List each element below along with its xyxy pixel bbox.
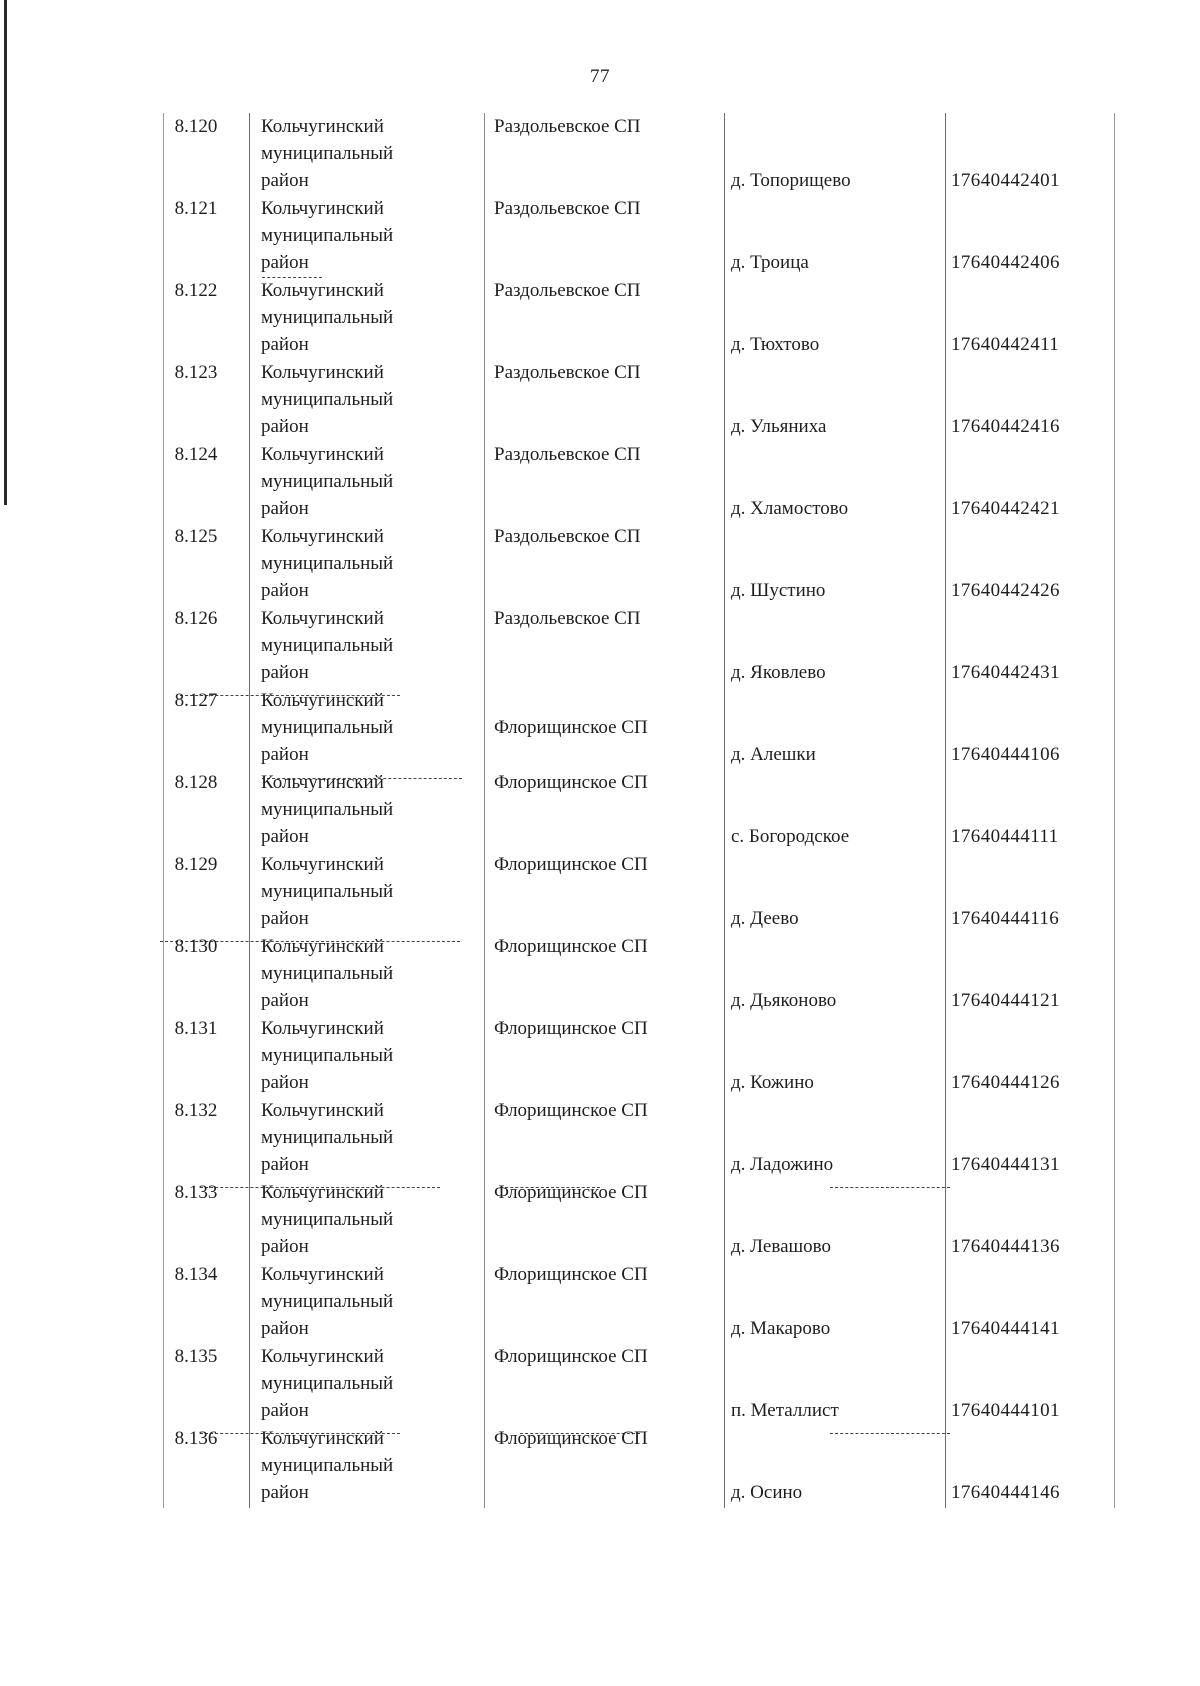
oktmo-code-cell: 17640444131 — [951, 1154, 1060, 1175]
district-line: муниципальный — [261, 635, 394, 656]
settlement-cell: Раздольевское СП — [494, 116, 641, 137]
oktmo-code-cell: 17640444111 — [951, 826, 1059, 847]
settlements-table — [160, 113, 1118, 1507]
district-line: Кольчугинский — [261, 526, 384, 547]
district-line: Кольчугинский — [261, 772, 384, 793]
locality-cell: д. Хламостово — [731, 498, 849, 519]
district-line: муниципальный — [261, 1373, 394, 1394]
oktmo-code-cell: 17640442431 — [951, 662, 1060, 683]
district-cell — [261, 359, 471, 440]
locality-cell: д. Ульяниха — [731, 416, 827, 437]
district-line: Кольчугинский — [261, 608, 384, 629]
oktmo-code-cell: 17640442406 — [951, 252, 1060, 273]
locality-cell: д. Ладожино — [731, 1154, 834, 1175]
table-row — [160, 113, 1118, 195]
district-line: Кольчугинский — [261, 1264, 384, 1285]
locality-cell: д. Левашово — [731, 1236, 831, 1257]
district-line: район — [261, 990, 309, 1011]
locality-cell: д. Дьяконово — [731, 990, 837, 1011]
oktmo-code-cell: 17640442416 — [951, 416, 1060, 437]
table-row — [160, 933, 1118, 1015]
row-number: 8.122 — [174, 280, 218, 301]
district-line: район — [261, 1482, 309, 1503]
row-number: 8.124 — [174, 444, 218, 465]
locality-cell: д. Кожино — [731, 1072, 814, 1093]
settlement-cell: Флорищинское СП — [494, 1182, 648, 1203]
district-line: Кольчугинский — [261, 1346, 384, 1367]
row-number: 8.130 — [174, 936, 218, 957]
district-line: Кольчугинский — [261, 690, 384, 711]
table-row — [160, 441, 1118, 523]
table-row — [160, 1261, 1118, 1343]
table-row — [160, 769, 1118, 851]
settlement-cell: Раздольевское СП — [494, 280, 641, 301]
row-number: 8.132 — [174, 1100, 218, 1121]
settlement-cell: Флорищинское СП — [494, 772, 648, 793]
settlement-cell: Флорищинское СП — [494, 936, 648, 957]
district-line: район — [261, 1400, 309, 1421]
locality-cell: д. Шустино — [731, 580, 826, 601]
district-line: муниципальный — [261, 1209, 394, 1230]
table-row — [160, 1097, 1118, 1179]
district-line: район — [261, 826, 309, 847]
district-line: муниципальный — [261, 471, 394, 492]
district-line: район — [261, 1072, 309, 1093]
row-number: 8.134 — [174, 1264, 218, 1285]
district-line: муниципальный — [261, 389, 394, 410]
district-line: Кольчугинский — [261, 116, 384, 137]
locality-cell: д. Макарово — [731, 1318, 831, 1339]
oktmo-code-cell: 17640444106 — [951, 744, 1060, 765]
locality-cell: д. Тюхтово — [731, 334, 820, 355]
row-number: 8.136 — [174, 1428, 218, 1449]
settlement-cell: Флорищинское СП — [494, 1018, 648, 1039]
locality-cell: с. Богородское — [731, 826, 850, 847]
district-line: район — [261, 498, 309, 519]
settlement-cell: Раздольевское СП — [494, 526, 641, 547]
row-number: 8.126 — [174, 608, 218, 629]
district-cell — [261, 687, 471, 768]
row-number: 8.131 — [174, 1018, 218, 1039]
table-row — [160, 687, 1118, 769]
district-line: Кольчугинский — [261, 1182, 384, 1203]
district-line: муниципальный — [261, 143, 394, 164]
district-line: муниципальный — [261, 307, 394, 328]
table-row — [160, 195, 1118, 277]
settlement-cell: Раздольевское СП — [494, 444, 641, 465]
district-line: муниципальный — [261, 1455, 394, 1476]
district-cell — [261, 769, 471, 850]
district-cell — [261, 1097, 471, 1178]
row-number: 8.128 — [174, 772, 218, 793]
district-cell — [261, 523, 471, 604]
district-line: район — [261, 1154, 309, 1175]
settlement-cell: Раздольевское СП — [494, 198, 641, 219]
district-line: Кольчугинский — [261, 280, 384, 301]
oktmo-code-cell: 17640442421 — [951, 498, 1060, 519]
locality-cell: п. Металлист — [731, 1400, 839, 1421]
row-number: 8.120 — [174, 116, 218, 137]
locality-cell: д. Троица — [731, 252, 809, 273]
oktmo-code-cell: 17640444141 — [951, 1318, 1060, 1339]
district-line: Кольчугинский — [261, 198, 384, 219]
row-number: 8.123 — [174, 362, 218, 383]
district-cell — [261, 605, 471, 686]
district-cell — [261, 851, 471, 932]
oktmo-code-cell: 17640444101 — [951, 1400, 1060, 1421]
row-number: 8.135 — [174, 1346, 218, 1367]
locality-cell: д. Алешки — [731, 744, 816, 765]
district-line: Кольчугинский — [261, 444, 384, 465]
table-row — [160, 523, 1118, 605]
district-line: район — [261, 252, 309, 273]
district-line: Кольчугинский — [261, 936, 384, 957]
settlement-cell: Флорищинское СП — [494, 854, 648, 875]
district-line: район — [261, 580, 309, 601]
district-line: Кольчугинский — [261, 854, 384, 875]
district-line: муниципальный — [261, 799, 394, 820]
oktmo-code-cell: 17640442411 — [951, 334, 1060, 355]
settlement-cell: Флорищинское СП — [494, 1264, 648, 1285]
district-line: муниципальный — [261, 225, 394, 246]
oktmo-code-cell: 17640444146 — [951, 1482, 1060, 1503]
district-line: муниципальный — [261, 1045, 394, 1066]
district-line: муниципальный — [261, 1291, 394, 1312]
district-cell — [261, 1179, 471, 1260]
district-line: муниципальный — [261, 881, 394, 902]
settlement-cell: Раздольевское СП — [494, 608, 641, 629]
row-number: 8.121 — [174, 198, 218, 219]
table-row — [160, 277, 1118, 359]
district-line: район — [261, 334, 309, 355]
settlement-cell: Флорищинское СП — [494, 1428, 648, 1449]
district-line: Кольчугинский — [261, 362, 384, 383]
oktmo-code-cell: 17640444121 — [951, 990, 1060, 1011]
district-cell — [261, 277, 471, 358]
district-line: район — [261, 662, 309, 683]
table-row — [160, 605, 1118, 687]
district-cell — [261, 1425, 471, 1506]
district-line: муниципальный — [261, 1127, 394, 1148]
district-line: муниципальный — [261, 963, 394, 984]
district-line: район — [261, 170, 309, 191]
table-row — [160, 851, 1118, 933]
district-line: район — [261, 908, 309, 929]
district-line: Кольчугинский — [261, 1018, 384, 1039]
table-row — [160, 359, 1118, 441]
settlement-cell: Флорищинское СП — [494, 1346, 648, 1367]
settlement-cell: Флорищинское СП — [494, 1100, 648, 1121]
oktmo-code-cell: 17640442401 — [951, 170, 1060, 191]
district-line: муниципальный — [261, 553, 394, 574]
district-line: муниципальный — [261, 717, 394, 738]
oktmo-code-cell: 17640444136 — [951, 1236, 1060, 1257]
oktmo-code-cell: 17640444116 — [951, 908, 1060, 929]
oktmo-code-cell: 17640442426 — [951, 580, 1060, 601]
table-row — [160, 1343, 1118, 1425]
district-line: район — [261, 416, 309, 437]
district-cell — [261, 1343, 471, 1424]
locality-cell: д. Топорищево — [731, 170, 851, 191]
table-row — [160, 1015, 1118, 1097]
row-number: 8.129 — [174, 854, 218, 875]
settlement-cell: Раздольевское СП — [494, 362, 641, 383]
locality-cell: д. Осино — [731, 1482, 803, 1503]
district-line: район — [261, 1236, 309, 1257]
oktmo-code-cell: 17640444126 — [951, 1072, 1060, 1093]
row-number: 8.125 — [174, 526, 218, 547]
locality-cell: д. Яковлево — [731, 662, 826, 683]
settlement-cell: Флорищинское СП — [494, 717, 648, 738]
row-number: 8.127 — [174, 690, 218, 711]
district-line: Кольчугинский — [261, 1100, 384, 1121]
district-line: район — [261, 744, 309, 765]
table-row — [160, 1179, 1118, 1261]
district-cell — [261, 933, 471, 1014]
district-line: район — [261, 1318, 309, 1339]
district-cell — [261, 195, 471, 276]
locality-cell: д. Деево — [731, 908, 799, 929]
district-line: Кольчугинский — [261, 1428, 384, 1449]
district-cell — [261, 441, 471, 522]
district-cell — [261, 1261, 471, 1342]
district-cell — [261, 1015, 471, 1096]
table-row — [160, 1425, 1118, 1507]
district-cell — [261, 113, 471, 194]
page-number: 77 — [590, 66, 610, 87]
row-number: 8.133 — [174, 1182, 218, 1203]
